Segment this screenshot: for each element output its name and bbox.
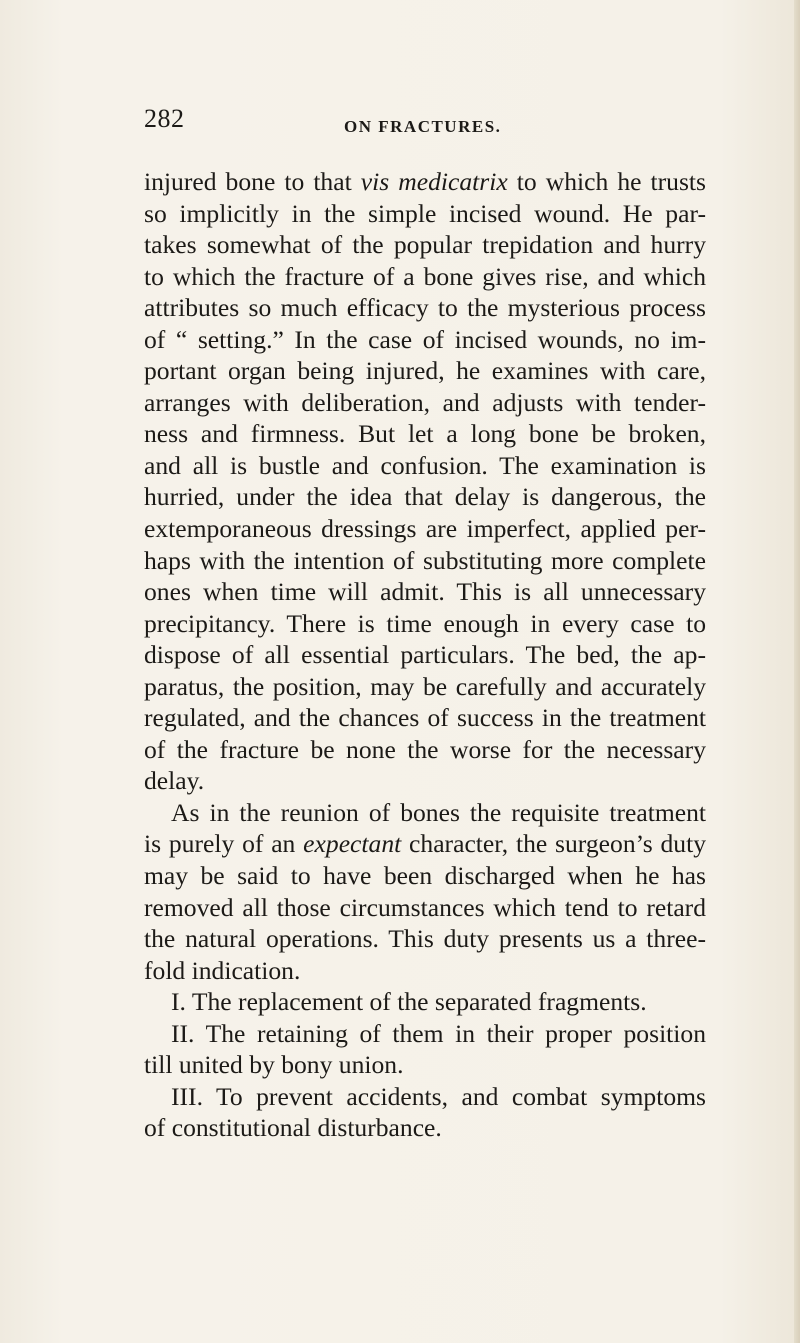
text-line: portant organ being injured, he examines with care, <box>144 356 706 386</box>
page-edge <box>794 0 800 1343</box>
list-item-i: I. The replacement of the separated fragments. <box>171 987 647 1017</box>
emphasis: vis medicatrix <box>360 167 508 196</box>
list-item-ii-continued: till united by bony union. <box>144 1050 404 1080</box>
text-line: hurried, under the idea that delay is dangerous, the <box>144 482 706 512</box>
text-line: to which the fracture of a bone gives rise, and which <box>144 261 706 291</box>
text-line: arranges with deliberation, and adjusts with tender- <box>144 387 706 417</box>
list-item-iii: III. To prevent accidents, and combat symptoms <box>171 1081 706 1111</box>
text-line: extemporaneous dressings are imperfect, applied per- <box>144 514 706 544</box>
text-line: haps with the intention of substituting more complete <box>144 545 706 575</box>
paragraph-end-line: delay. <box>144 766 205 796</box>
text-line: of the fracture be none the worse for the necessary <box>144 734 706 764</box>
text-line: so implicitly in the simple incised wound. He par- <box>144 198 706 228</box>
text-line: is purely of an expectant character, the surgeon’s duty <box>144 829 706 859</box>
text-line: precipitancy. There is time enough in every case to <box>144 608 706 638</box>
text-line: removed all those circumstances which tend to retard <box>144 892 706 922</box>
paragraph-start-line: As in the reunion of bones the requisite treatment <box>171 797 706 827</box>
text-line: regulated, and the chances of success in the treatment <box>144 703 706 733</box>
text-line: the natural operations. This duty presents us a three- <box>144 924 706 954</box>
text-line: dispose of all essential particulars. The bed, the ap- <box>144 640 706 670</box>
text-line: injured bone to that vis medicatrix to which he trusts <box>144 167 707 196</box>
emphasis: expectant <box>303 829 402 859</box>
text-line: takes somewhat of the popular trepidation and hurry <box>144 230 706 260</box>
page-number: 282 <box>144 104 185 133</box>
text-line: attributes so much efficacy to the mysterious process <box>144 293 706 323</box>
text-line: of “ setting.” In the case of incised wounds, no im- <box>144 324 706 354</box>
text-line: and all is bustle and confusion. The examination is <box>144 450 706 480</box>
text-line: ness and firmness. But let a long bone be broken, <box>144 419 706 449</box>
list-item-ii: II. The retaining of them in their proper position <box>171 1018 706 1048</box>
body-text <box>144 166 706 1144</box>
text-line: ones when time will admit. This is all unnecessary <box>144 577 706 607</box>
page-header <box>144 104 704 140</box>
text-line: may be said to have been discharged when he has <box>144 861 706 891</box>
paragraph-end-line: fold indication. <box>144 955 301 985</box>
list-item-iii-continued: of constitutional disturbance. <box>144 1113 442 1143</box>
text-line: paratus, the position, may be carefully and accurately <box>144 671 706 701</box>
running-head: ON FRACTURES. <box>344 117 502 136</box>
